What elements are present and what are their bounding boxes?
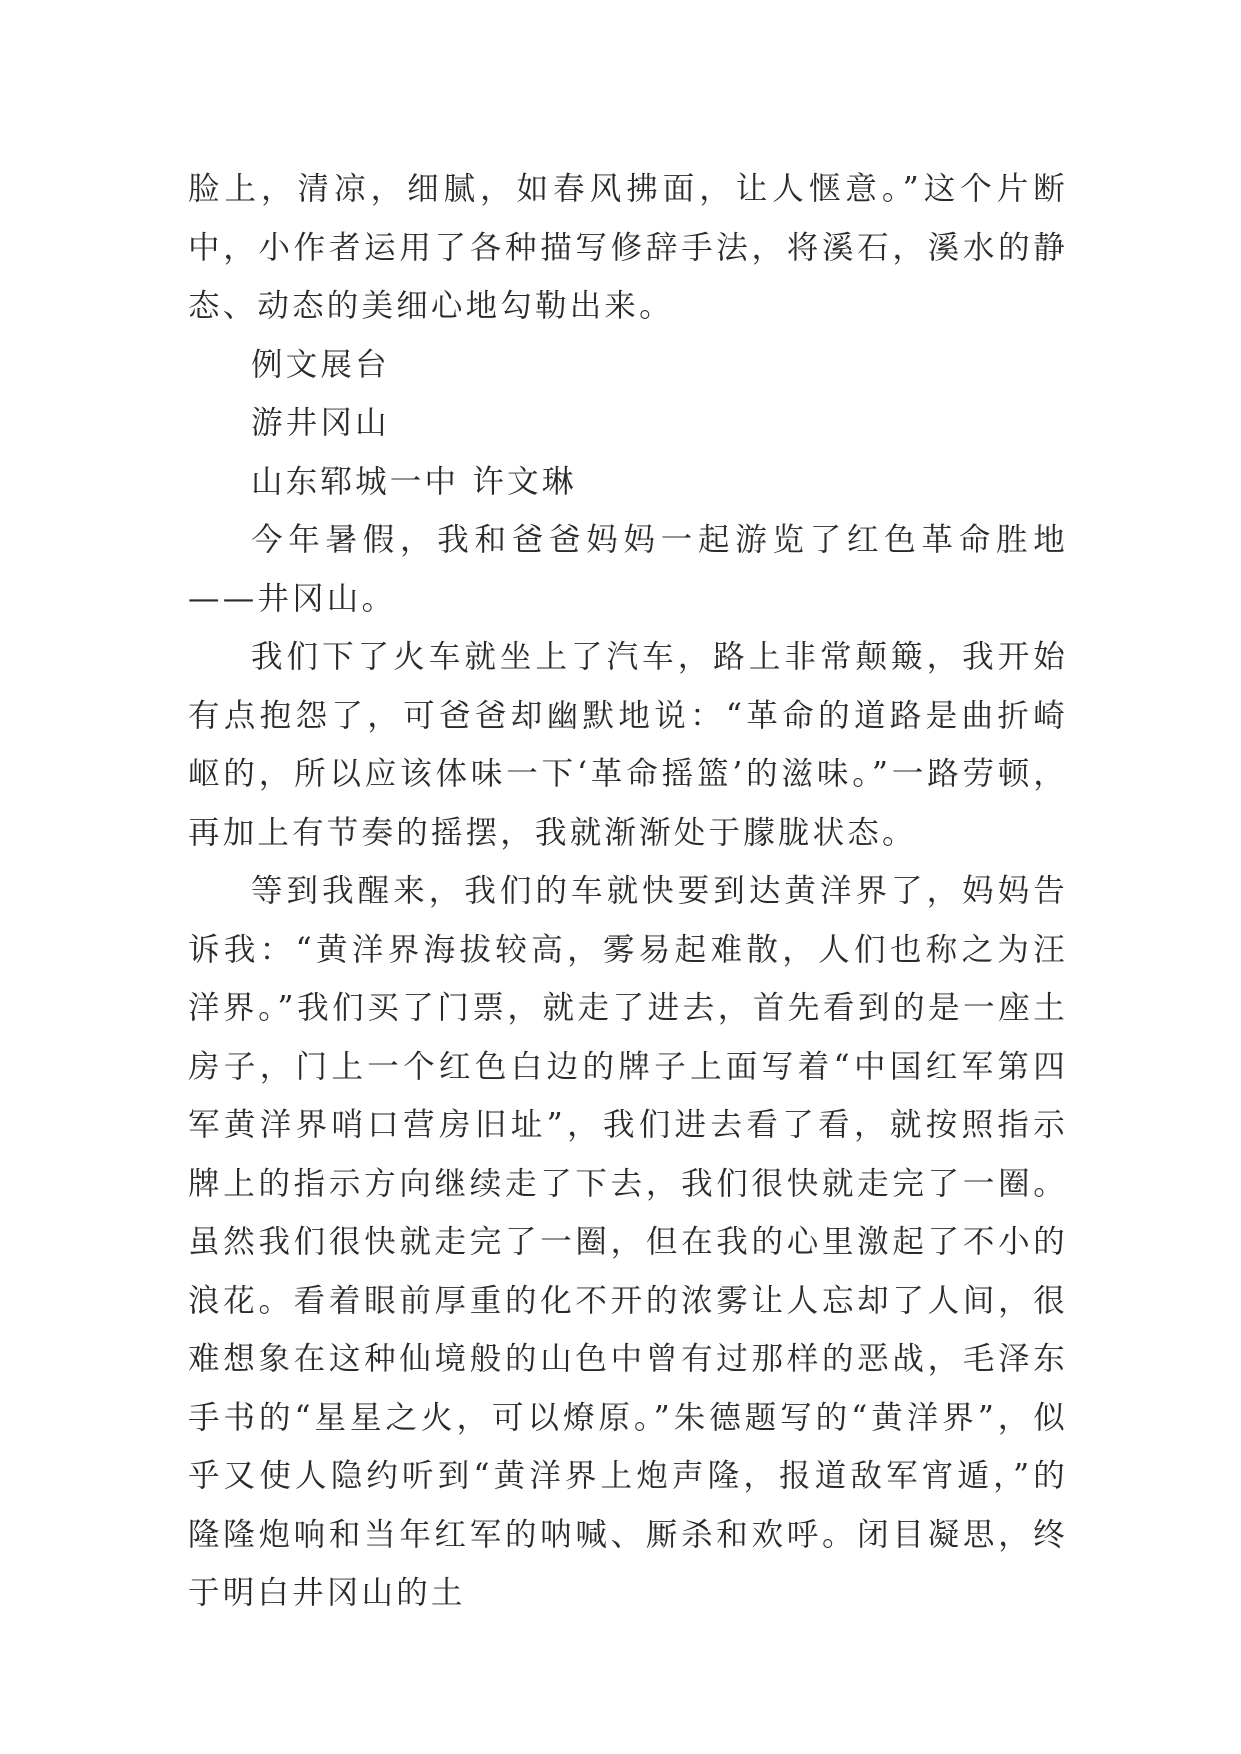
paragraph: 今年暑假，我和爸爸妈妈一起游览了红色革命胜地——井冈山。: [188, 522, 1068, 617]
essay-title: 游井冈山: [251, 405, 390, 441]
essay-author: 山东郓城一中 许文琳: [251, 463, 577, 500]
section-heading: 例文展台: [251, 346, 390, 383]
paragraph: 等到我醒来，我们的车就快要到达黄洋界了，妈妈告诉我：“黄洋界海拔较高，雾易起难散，人们也称之为汪洋界。”我们买了门票，就走了进去，首先看到的是一座土房子，门上一个红色白边的牌子上面写着“中国红军第四军黄洋界哨口营房旧址”，我们进去看了看，就按照指示牌上的指示方向继续走了下去，我们很快就走完了一圈。虽然我们很快就走完了一圈，但在我的心里激起了不小的浪花。看着眼前厚重的化不开的浓雾让人忘却了人间，很难想象在这种仙境般的山色中曾有过那样的恶战，毛泽东手书的“星星之火，可以燎原。”朱德题写的“黄洋界”，似乎又使人隐约听到“黄洋界上炮声隆，报道敌军宵遁，”的隆隆炮响和当年红军的呐喊、厮杀和欢呼。闭目凝思，终于明白井冈山的土: [188, 873, 1068, 1611]
paragraph: 我们下了火车就坐上了汽车，路上非常颠簸，我开始有点抱怨了，可爸爸却幽默地说：“革命的道路是曲折崎岖的，所以应该体味一下‘革命摇篮’的滋味。”一路劳顿，再加上有节奏的摇摆，我就渐渐处于朦胧状态。: [188, 639, 1068, 851]
paragraph-continuation: 脸上，清凉，细腻，如春风拂面，让人惬意。”这个片断中，小作者运用了各种描写修辞手法，将溪石，溪水的静态、动态的美细心地勾勒出来。: [188, 171, 1068, 324]
body-text: [188, 160, 1068, 1623]
